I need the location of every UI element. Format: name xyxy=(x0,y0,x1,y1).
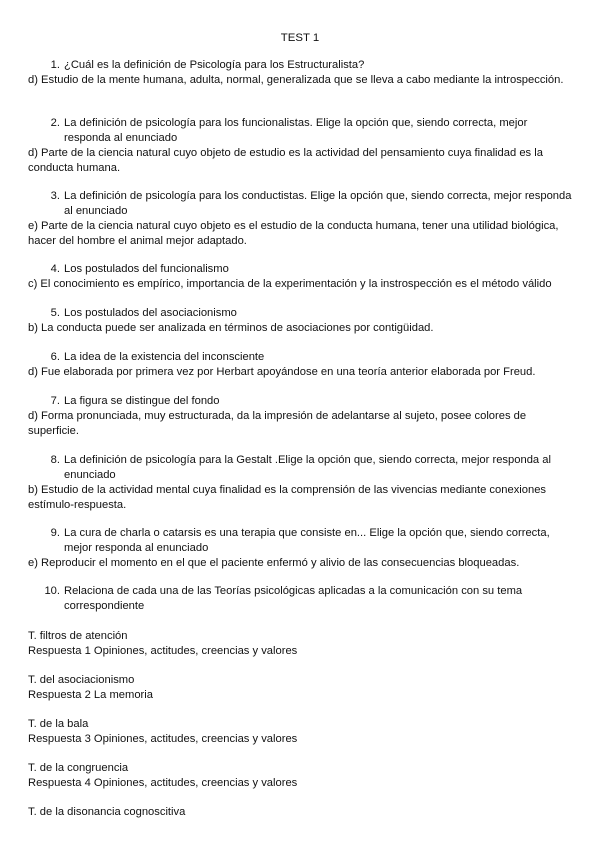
theory-name: T. de la disonancia cognoscitiva xyxy=(28,806,186,818)
theory-name: T. filtros de atención xyxy=(28,630,128,642)
answer-text: b) Estudio de la actividad mental cuya finalidad es la comprensión de las vivencias mediante conexiones estímulo-respuesta. xyxy=(28,484,547,511)
theory-name: T. de la bala xyxy=(28,718,89,730)
question-text: 6. La idea de la existencia del inconsciente xyxy=(28,350,576,365)
match-pair-2 xyxy=(28,673,576,703)
question-number: 8. xyxy=(50,454,60,466)
match-pair-1 xyxy=(28,629,576,659)
question-block-7 xyxy=(28,394,576,439)
page-title: TEST 1 xyxy=(280,32,320,44)
question-text: 2. La definición de psicología para los funcionalistas. Elige la opción que, siendo correcta, mejor responda al enunciado xyxy=(28,116,576,146)
answer-text: d) Parte de la ciencia natural cuyo objeto de estudio es la actividad del pensamiento cuya finalidad es la conducta humana. xyxy=(28,147,543,174)
question-number: 7. xyxy=(50,395,60,407)
question-block-3 xyxy=(28,189,576,249)
question-text: 9. La cura de charla o catarsis es una terapia que consiste en... Elige la opción que, siendo correcta, mejor responda al enunciado xyxy=(28,526,576,556)
question-block-10 xyxy=(28,584,576,614)
answer-text: e) Parte de la ciencia natural cuyo objeto es el estudio de la conducta humana, tener una utilidad biológica, hacer del hombre el animal mejor adaptado. xyxy=(28,220,559,247)
response-text: Respuesta 3 Opiniones, actitudes, creencias y valores xyxy=(28,733,298,745)
question-text: 10. Relaciona de cada una de las Teorías psicológicas aplicadas a la comunicación con su tema correspondiente xyxy=(28,584,576,614)
question-block-9 xyxy=(28,526,576,571)
question-text: 8. La definición de psicología para la Gestalt .Elige la opción que, siendo correcta, mejor responda al enunciado xyxy=(28,453,576,483)
question-block-4 xyxy=(28,262,576,292)
answer-text: c) El conocimiento es empírico, importancia de la experimentación y la instrospección es el método válido xyxy=(28,278,552,290)
theory-name: T. de la congruencia xyxy=(28,762,129,774)
question-number: 9. xyxy=(50,527,60,539)
question-block-1 xyxy=(28,58,576,88)
question-text: 4. Los postulados del funcionalismo xyxy=(28,262,576,277)
match-pair-5 xyxy=(28,805,576,820)
answer-text: b) La conducta puede ser analizada en términos de asociaciones por contigüidad. xyxy=(28,322,434,334)
question-number: 1. xyxy=(50,59,60,71)
answer-text: d) Fue elaborada por primera vez por Herbart apoyándose en una teoría anterior elaborada por Freud. xyxy=(28,366,536,378)
question-text: 5. Los postulados del asociacionismo xyxy=(28,306,576,321)
answer-text: e) Reproducir el momento en el que el paciente enfermó y alivio de las consecuencias bloqueadas. xyxy=(28,557,520,569)
question-number: 2. xyxy=(50,117,60,129)
question-block-5 xyxy=(28,306,576,336)
question-text: 1. ¿Cuál es la definición de Psicología para los Estructuralista? xyxy=(28,58,576,73)
question-text: 3. La definición de psicología para los conductistas. Elige la opción que, siendo correcta, mejor responda al enunciado xyxy=(28,189,576,219)
theory-name: T. del asociacionismo xyxy=(28,674,135,686)
answer-text: d) Forma pronunciada, muy estructurada, da la impresión de adelantarse al sujeto, posee colores de superficie. xyxy=(28,410,527,437)
question-number: 6. xyxy=(50,351,60,363)
question-block-8 xyxy=(28,453,576,513)
match-pair-3 xyxy=(28,717,576,747)
question-number: 3. xyxy=(50,190,60,202)
question-number: 5. xyxy=(50,307,60,319)
match-pair-4 xyxy=(28,761,576,791)
response-text: Respuesta 1 Opiniones, actitudes, creencias y valores xyxy=(28,645,298,657)
response-text: Respuesta 2 La memoria xyxy=(28,689,153,701)
answer-text: d) Estudio de la mente humana, adulta, normal, generalizada que se lleva a cabo mediante la introspección. xyxy=(28,74,564,86)
response-text: Respuesta 4 Opiniones, actitudes, creencias y valores xyxy=(28,777,298,789)
question-text: 7. La figura se distingue del fondo xyxy=(28,394,576,409)
question-number: 4. xyxy=(50,263,60,275)
question-number: 10. xyxy=(44,585,60,597)
question-block-2 xyxy=(28,116,576,176)
question-block-6 xyxy=(28,350,576,380)
